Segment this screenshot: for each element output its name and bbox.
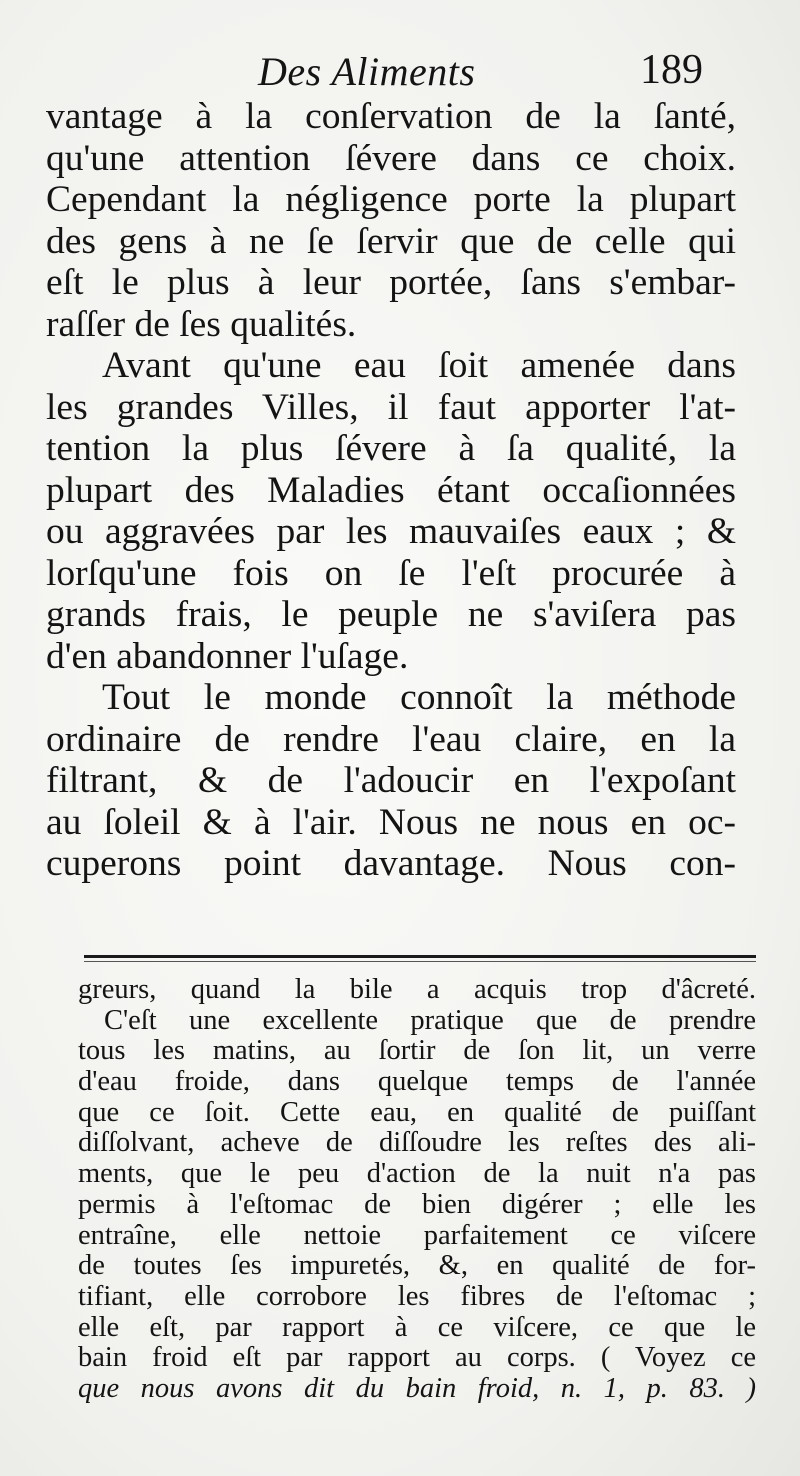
footnote-line: greurs, quand la bile a acquis trop d'âcreté. [78, 974, 756, 1005]
main-text-block [46, 96, 736, 885]
main-text-line: des gens à ne ſe ſervir que de celle qui [46, 220, 736, 262]
main-text-line: ou aggravées par les mauvaiſes eaux ; & [46, 511, 736, 552]
main-text-line: filtrant, & de l'adoucir en l'expoſant [46, 760, 736, 801]
footnote-line: d'eau froide, dans quelque temps de l'année [78, 1066, 756, 1098]
footnote-block [78, 975, 756, 1405]
main-text-line: les grandes Villes, il faut apporter l'at- [46, 386, 736, 428]
main-text-line: vantage à la conſervation de la ſanté, [46, 96, 736, 137]
main-text-line: ordinaire de rendre l'eau claire, en la [46, 718, 736, 760]
footnote-line: diſſolvant, acheve de diſſoudre les reſtes des ali- [78, 1127, 756, 1159]
main-text-line: qu'une attention ſévere dans ce choix. [46, 137, 736, 179]
running-title: Des Aliments [258, 49, 476, 94]
footnote-line: bain froid eſt par rapport au corps. ( Voyez ce [78, 1342, 756, 1374]
main-text-line: grands frais, le peuple ne s'aviſera pas [46, 594, 736, 635]
main-text-line: Avant qu'une eau ſoit amenée dans [102, 345, 736, 386]
footnote-divider [84, 955, 756, 958]
main-text-line: d'en abandonner l'uſage. [46, 635, 409, 677]
main-text-line: plupart des Maladies étant occaſionnées [46, 469, 736, 511]
footnote-line: que nous avons dit du bain froid, n. 1, p. 83. ) [78, 1372, 756, 1404]
main-text-line: au ſoleil & à l'air. Nous ne nous en oc- [46, 801, 736, 843]
footnote-line: ments, que le peu d'action de la nuit n'a pas [78, 1158, 756, 1190]
main-text-line: lorſqu'une fois on ſe l'eſt procurée à [46, 552, 736, 594]
footnote-line: entraîne, elle nettoie parfaitement ce viſcere [78, 1219, 756, 1251]
page-number: 189 [640, 47, 703, 93]
footnote-line: tifiant, elle corrobore les fibres de l'eſtomac ; [78, 1280, 756, 1312]
footnote-line: C'eſt une excellente pratique que de prendre [104, 1004, 756, 1036]
page-header [0, 44, 800, 96]
main-text-line: tention la plus ſévere à ſa qualité, la [46, 428, 736, 469]
footnote-line: de toutes ſes impuretés, &, en qualité de for- [78, 1250, 756, 1282]
main-text-line: eſt le plus à leur portée, ſans s'embar- [46, 262, 736, 303]
main-text-line: Cependant la négligence porte la plupart [46, 179, 736, 220]
main-text-line: Tout le monde connoît la méthode [102, 677, 736, 718]
footnote-line: permis à l'eſtomac de bien digérer ; elle les [78, 1188, 756, 1220]
footnote-line: tous les matins, au ſortir de ſon lit, un verre [78, 1035, 756, 1067]
main-text-line: cuperons point davantage. Nous con- [46, 843, 736, 884]
main-text-line: raſſer de ſes qualités. [46, 303, 357, 345]
footnote-divider-thin [84, 961, 756, 962]
footnote-line: elle eſt, par rapport à ce viſcere, ce que le [78, 1311, 756, 1343]
footnote-line: que ce ſoit. Cette eau, en qualité de puiſſant [78, 1096, 756, 1128]
